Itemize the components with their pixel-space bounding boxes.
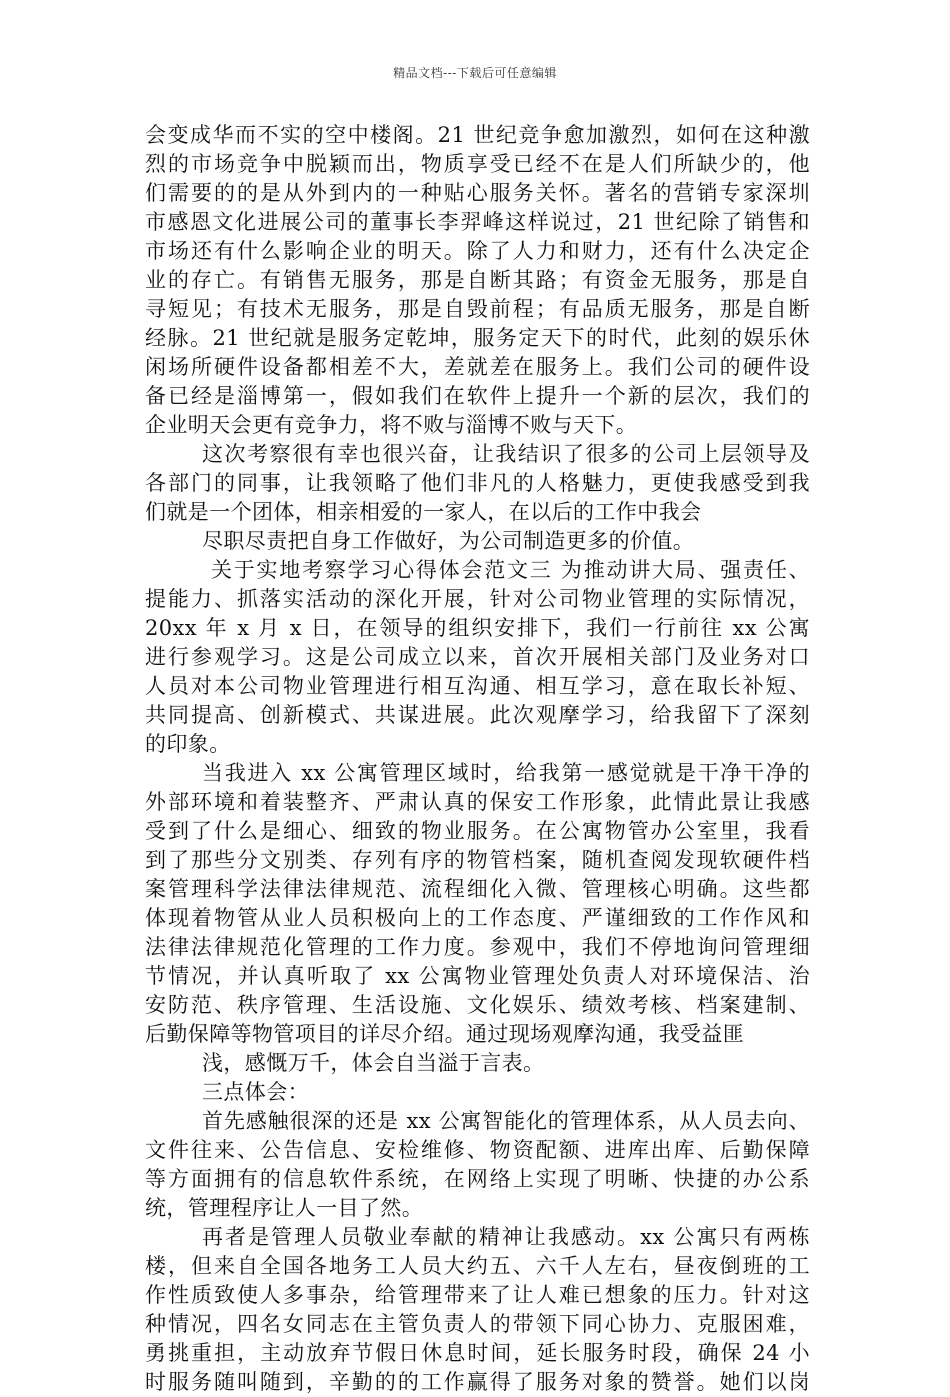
text-line: 首先感触很深的还是 xx 公寓智能化的管理体系，从人员去向、	[202, 1109, 810, 1133]
text-line: 业的存亡。有销售无服务，那是自断其路；有资金无服务，那是自	[145, 268, 810, 292]
text-line: 种情况，四名女同志在主管负责人的带领下同心协力、克服困难，	[145, 1312, 810, 1336]
text-line: 三点体会：	[202, 1080, 309, 1104]
text-line: 后勤保障等物管项目的详尽介绍。通过现场观摩沟通，我受益匪	[145, 1022, 745, 1046]
text-line: 企业明天会更有竞争力，将不败与淄博不败与天下。	[145, 413, 638, 437]
document-body	[145, 121, 810, 1397]
text-line: 再者是管理人员敬业奉献的精神让我感动。xx 公寓只有两栋	[202, 1225, 810, 1249]
text-line: 到了那些分文别类、存列有序的物管档案，随机查阅发现软硬件档	[145, 848, 810, 872]
text-line: 人员对本公司物业管理进行相互沟通、相互学习，意在取长补短、	[145, 674, 810, 698]
text-line: 安防范、秩序管理、生活设施、文化娱乐、绩效考核、档案建制、	[145, 993, 810, 1017]
text-line: 市场还有什么影响企业的明天。除了人力和财力，还有什么决定企	[145, 239, 810, 263]
text-line: 关于实地考察学习心得体会范文三 为推动讲大局、强责任、	[211, 558, 810, 582]
text-line: 受到了什么是细心、细致的物业服务。在公寓物管办公室里，我看	[145, 819, 810, 843]
text-line: 共同提高、创新模式、共谋进展。此次观摩学习，给我留下了深刻	[145, 703, 810, 727]
text-line: 们就是一个团体，相亲相爱的一家人，在以后的工作中我会	[145, 500, 702, 524]
text-line: 进行参观学习。这是公司成立以来，首次开展相关部门及业务对口	[145, 645, 810, 669]
text-line: 的印象。	[145, 732, 231, 756]
text-line: 当我进入 xx 公寓管理区域时，给我第一感觉就是干净干净的	[202, 761, 810, 785]
text-line: 文件往来、公告信息、安检维修、物资配额、进库出库、后勤保障	[145, 1138, 810, 1162]
text-line: 等方面拥有的信息软件系统，在网络上实现了明晰、快捷的办公系	[145, 1167, 810, 1191]
text-line: 闲场所硬件设备都相差不大，差就差在服务上。我们公司的硬件设	[145, 355, 810, 379]
text-line: 各部门的同事，让我领略了他们非凡的人格魅力，更使我感受到我	[145, 471, 810, 495]
text-line: 法律法律规范化管理的工作力度。参观中，我们不停地询问管理细	[145, 935, 810, 959]
text-line: 浅，感慨万千，体会自当溢于言表。	[202, 1051, 545, 1075]
text-line: 节情况，并认真听取了 xx 公寓物业管理处负责人对环境保洁、治	[145, 964, 810, 988]
text-line: 案管理科学法律法律规范、流程细化入微、管理核心明确。这些都	[145, 877, 810, 901]
page-header: 精品文档---下载后可任意编辑	[393, 66, 557, 80]
text-line: 作性质致使人多事杂，给管理带来了让人难已想象的压力。针对这	[145, 1283, 810, 1307]
text-line: 经脉。21 世纪就是服务定乾坤，服务定天下的时代，此刻的娱乐休	[145, 326, 810, 350]
text-line: 勇挑重担，主动放弃节假日休息时间，延长服务时段，确保 24 小	[145, 1341, 810, 1365]
text-line: 备已经是淄博第一，假如我们在软件上提升一个新的层次，我们的	[145, 384, 810, 408]
text-line: 时服务随叫随到，辛勤的的工作赢得了服务对象的赞誉。她们以岗	[145, 1370, 810, 1394]
text-line: 尽职尽责把自身工作做好，为公司制造更多的价值。	[202, 529, 695, 553]
text-line: 楼，但来自全国各地务工人员大约五、六千人左右，昼夜倒班的工	[145, 1254, 810, 1278]
text-line: 会变成华而不实的空中楼阁。21 世纪竞争愈加激烈，如何在这种激	[145, 123, 810, 147]
text-line: 市感恩文化进展公司的董事长李羿峰这样说过，21 世纪除了销售和	[145, 210, 810, 234]
text-line: 提能力、抓落实活动的深化开展，针对公司物业管理的实际情况，	[145, 587, 810, 611]
text-line: 们需要的的是从外到内的一种贴心服务关怀。著名的营销专家深圳	[145, 181, 810, 205]
text-line: 外部环境和着装整齐、严肃认真的保安工作形象，此情此景让我感	[145, 790, 810, 814]
text-line: 烈的市场竞争中脱颖而出，物质享受已经不在是人们所缺少的，他	[145, 152, 810, 176]
text-line: 体现着物管从业人员积极向上的工作态度、严谨细致的工作作风和	[145, 906, 810, 930]
text-line: 寻短见；有技术无服务，那是自毁前程；有品质无服务，那是自断	[145, 297, 810, 321]
text-line: 20xx 年 x 月 x 日，在领导的组织安排下，我们一行前往 xx 公寓	[145, 616, 810, 640]
text-line: 这次考察很有幸也很兴奋，让我结识了很多的公司上层领导及	[202, 442, 810, 466]
text-line: 统，管理程序让人一目了然。	[145, 1196, 424, 1220]
